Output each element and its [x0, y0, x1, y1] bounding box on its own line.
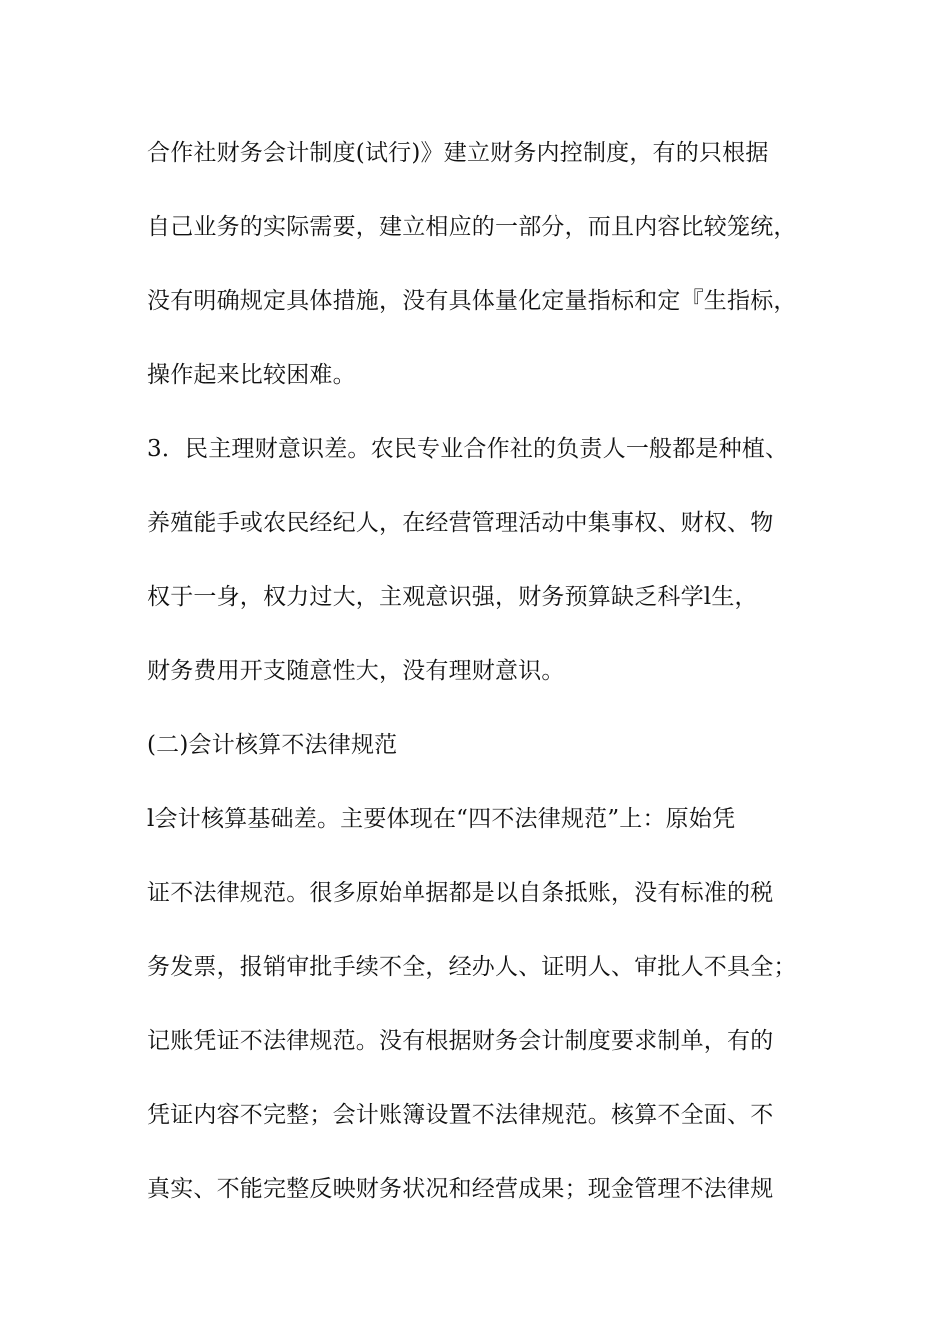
section-heading: (二)会计核算不法律规范: [147, 732, 398, 758]
text-line-14: 凭证内容不完整；会计账簿设置不法律规范。核算不全面、不: [147, 1102, 774, 1128]
text-line-11: 证不法律规范。很多原始单据都是以自条抵账，没有标准的税: [147, 880, 774, 906]
text-line-5: 3．民主理财意识差。农民专业合作社的负责人一般都是种植、: [147, 436, 789, 462]
text-line-7: 权于一身，权力过大，主观意识强，财务预算缺乏科学l生，: [147, 584, 758, 610]
text-line-8: 财务费用开支随意性大，没有理财意识。: [147, 658, 565, 684]
text-line-12: 务发票，报销审批手续不全，经办人、证明人、审批人不具全；: [147, 954, 797, 980]
text-line-3: 没有明确规定具体措施，没有具体量化定量指标和定『生指标，: [147, 288, 797, 314]
text-line-6: 养殖能手或农民经纪人，在经营管理活动中集事权、财权、物: [147, 510, 774, 536]
text-line-15: 真实、不能完整反映财务状况和经营成果；现金管理不法律规: [147, 1176, 774, 1202]
text-line-1: 合作社财务会计制度(试行)》建立财务内控制度，有的只根据: [147, 140, 769, 166]
text-line-10: l会计核算基础差。主要体现在“四不法律规范”上：原始凭: [147, 806, 736, 832]
text-line-13: 记账凭证不法律规范。没有根据财务会计制度要求制单，有的: [147, 1028, 774, 1054]
text-line-2: 自己业务的实际需要，建立相应的一部分，而且内容比较笼统，: [147, 214, 797, 240]
text-line-4: 操作起来比较困难。: [147, 362, 356, 388]
